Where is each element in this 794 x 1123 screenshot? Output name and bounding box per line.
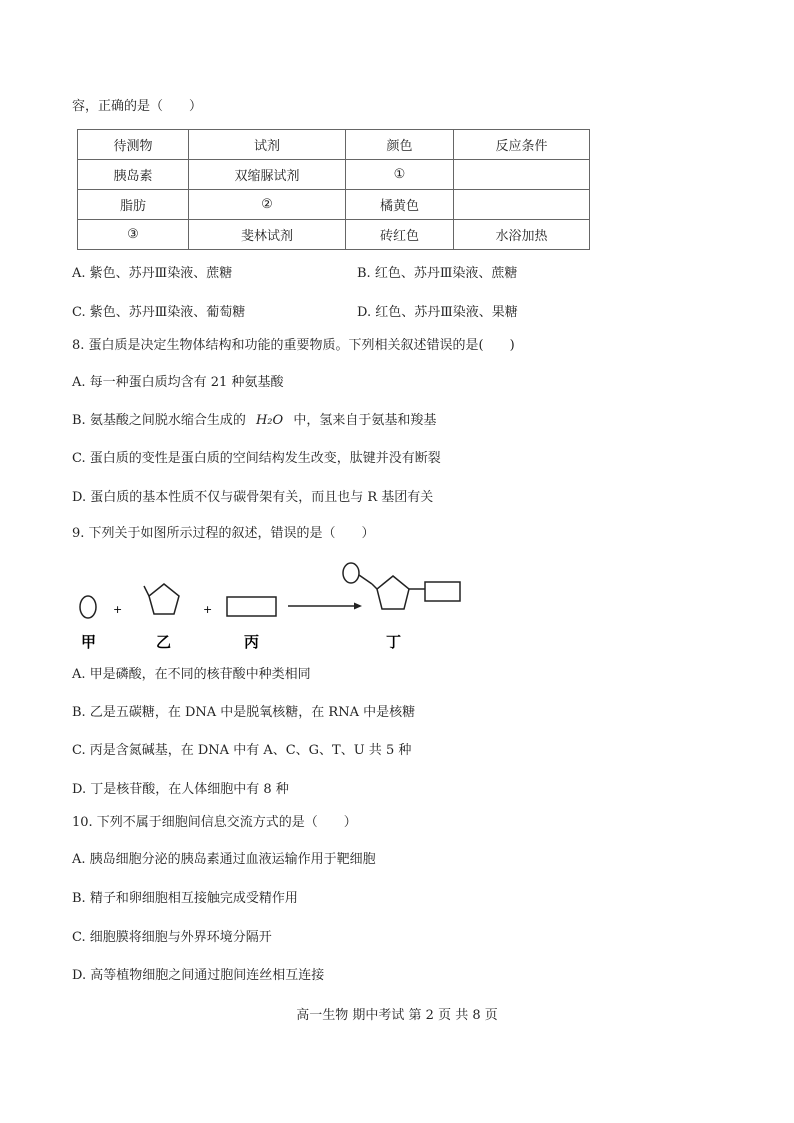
q7-option-d[interactable]: D. 红色、苏丹Ⅲ染液、果糖 — [357, 305, 518, 320]
plus-sign: + — [203, 603, 213, 616]
phosphate-circle-shape — [343, 563, 359, 583]
table-cell: 橘黄色 — [346, 190, 454, 220]
q8-option-a[interactable]: A. 每一种蛋白质均含有 21 种氨基酸 — [72, 375, 284, 390]
q10-option-d[interactable]: D. 高等植物细胞之间通过胞间连丝相互连接 — [72, 968, 325, 983]
table-cell: 颜色 — [346, 130, 454, 160]
table-cell: 水浴加热 — [454, 220, 590, 250]
table-cell: 脂肪 — [78, 190, 189, 220]
q9-option-c[interactable]: C. 丙是含氮碱基，在 DNA 中有 A、C、G、T、U 共 5 种 — [72, 743, 412, 758]
q8-option-b[interactable] — [72, 412, 436, 430]
table-cell — [454, 160, 590, 190]
q10-option-c[interactable]: C. 细胞膜将细胞与外界环境分隔开 — [72, 930, 272, 945]
base-rect-shape — [425, 582, 460, 601]
q9-option-b[interactable]: B. 乙是五碳糖，在 DNA 中是脱氧核糖，在 RNA 中是核糖 — [72, 705, 416, 720]
table-row — [78, 190, 590, 220]
q10-stem: 10. 下列不属于细胞间信息交流方式的是（ ） — [72, 815, 357, 830]
table-row — [78, 220, 590, 250]
table-cell: 胰岛素 — [78, 160, 189, 190]
table-header-row — [78, 130, 590, 160]
page-footer: 高一生物 期中考试 第 2 页 共 8 页 — [296, 1008, 498, 1023]
plus-sign: + — [113, 603, 123, 616]
arrowhead-icon — [354, 603, 362, 610]
q9-option-d[interactable]: D. 丁是核苷酸，在人体细胞中有 8 种 — [72, 782, 289, 797]
pentose-bond-line — [372, 584, 377, 589]
water-formula: H₂O — [255, 413, 284, 428]
label-ding: 丁 — [386, 633, 402, 651]
pentose-pentagon-shape — [377, 576, 409, 609]
q9-option-a[interactable]: A. 甲是磷酸，在不同的核苷酸中种类相同 — [72, 667, 311, 682]
q9-stem: 9. 下列关于如图所示过程的叙述，错误的是（ ） — [72, 526, 375, 541]
label-yi: 乙 — [156, 633, 172, 651]
q7-option-a[interactable]: A. 紫色、苏丹Ⅲ染液、蔗糖 — [72, 266, 233, 281]
pentose-bond-line — [144, 586, 149, 596]
table-cell: ② — [189, 190, 346, 220]
q7-stem-tail: 容，正确的是（ ） — [72, 99, 203, 114]
q8-option-c[interactable]: C. 蛋白质的变性是蛋白质的空间结构发生改变，肽键并没有断裂 — [72, 451, 441, 466]
phosphate-circle-shape — [80, 596, 96, 618]
table-cell: 待测物 — [78, 130, 189, 160]
q8-option-d[interactable]: D. 蛋白质的基本性质不仅与碳骨架有关，而且也与 R 基团有关 — [72, 490, 434, 505]
table-cell: ③ — [78, 220, 189, 250]
phosphate-bond-line — [359, 575, 372, 584]
label-bing: 丙 — [244, 633, 260, 651]
q8-option-b-text: B. 氨基酸之间脱水缩合生成的 — [72, 413, 246, 428]
pentose-pentagon-shape — [149, 584, 179, 614]
q8-stem: 8. 蛋白质是决定生物体结构和功能的重要物质。下列相关叙述错误的是( ) — [72, 338, 515, 353]
reagent-table — [77, 129, 590, 250]
table-cell: 试剂 — [189, 130, 346, 160]
table-cell: 双缩脲试剂 — [189, 160, 346, 190]
table-cell: ① — [346, 160, 454, 190]
q8-option-b-text-end: 中，氢来自于氨基和羧基 — [293, 413, 437, 428]
table-cell: 砖红色 — [346, 220, 454, 250]
q10-option-b[interactable]: B. 精子和卵细胞相互接触完成受精作用 — [72, 891, 298, 906]
table-cell: 斐林试剂 — [189, 220, 346, 250]
table-row — [78, 160, 590, 190]
table-cell: 反应条件 — [454, 130, 590, 160]
nucleotide-diagram-svg — [70, 556, 470, 654]
table-cell — [454, 190, 590, 220]
q7-option-b[interactable]: B. 红色、苏丹Ⅲ染液、蔗糖 — [357, 266, 518, 281]
q10-option-a[interactable]: A. 胰岛细胞分泌的胰岛素通过血液运输作用于靶细胞 — [72, 852, 376, 867]
base-rect-shape — [227, 597, 276, 616]
nucleotide-diagram — [70, 556, 470, 658]
label-jia: 甲 — [81, 633, 97, 651]
q7-option-c[interactable]: C. 紫色、苏丹Ⅲ染液、葡萄糖 — [72, 305, 246, 320]
